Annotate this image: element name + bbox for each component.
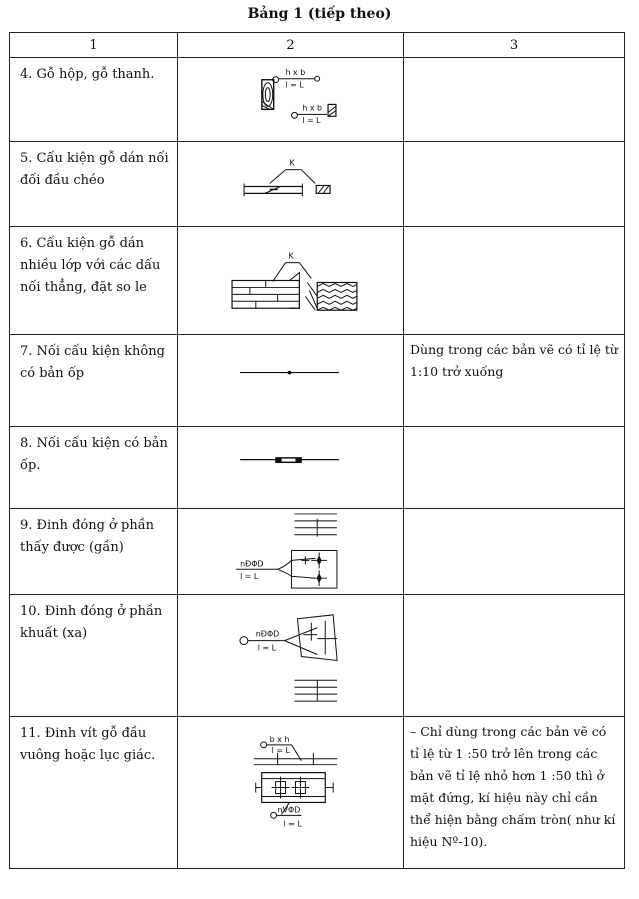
row-symbol-laminated-joint [178, 227, 404, 335]
splice-joint-symbol [178, 427, 403, 508]
label-length-1: l = L [285, 80, 304, 90]
row-note [404, 595, 625, 717]
label-length-top: l = L [271, 745, 290, 755]
label-bxh: b x h [269, 734, 290, 744]
hidden-nail-symbol [178, 595, 403, 716]
plain-joint-symbol [178, 335, 403, 426]
table-row [10, 58, 625, 142]
row-description: 11. Đinh vít gỗ đầu vuông hoặc lục giác. [10, 717, 178, 869]
label-nail-count: nĐΦD [255, 629, 280, 639]
label-hxb-2: h x b [302, 103, 323, 113]
row-symbol-wood-screw [178, 717, 404, 869]
label-length-2: l = L [302, 116, 321, 126]
label-length: l = L [257, 643, 277, 653]
diagonal-joint-symbol [178, 142, 403, 226]
row-symbol-splice-joint [178, 427, 404, 509]
row-note: – Chỉ dùng trong các bản vẽ có tỉ lệ từ 1 :50 trở lên trong các bản vẽ tỉ lệ nhỏ hơn 1 :50 thì ở mặt đứng, kí hiệu này chỉ cần thể hiện bằng chấm tròn( như kí hiệu Nº-10). [404, 717, 625, 869]
row-note [404, 58, 625, 142]
header-row [10, 33, 625, 58]
symbol-table [9, 32, 625, 869]
label-hxb-1: h x b [285, 67, 306, 77]
row-symbol-hidden-nail [178, 595, 404, 717]
table-row [10, 335, 625, 427]
row-symbol-plain-joint [178, 335, 404, 427]
timber-symbol [178, 58, 403, 141]
header-col-3: 3 [404, 33, 625, 58]
row-note [404, 227, 625, 335]
row-note [404, 142, 625, 227]
label-k: K [288, 251, 294, 261]
label-length: l = L [240, 572, 259, 582]
row-description: 7. Nối cấu kiện không có bản ốp [10, 335, 178, 427]
table-row [10, 427, 625, 509]
row-symbol-timber [178, 58, 404, 142]
row-symbol-diagonal-joint [178, 142, 404, 227]
row-note: Dùng trong các bản vẽ có tỉ lệ từ 1:10 trở xuống [404, 335, 625, 427]
row-description: 8. Nối cấu kiện có bản ốp. [10, 427, 178, 509]
label-screw-count: nVΦD [277, 805, 301, 815]
row-symbol-visible-nail [178, 509, 404, 595]
row-description: 4. Gỗ hộp, gỗ thanh. [10, 58, 178, 142]
visible-nail-symbol [178, 509, 403, 594]
table-row [10, 717, 625, 869]
row-description: 9. Đinh đóng ở phần thấy được (gần) [10, 509, 178, 595]
label-k: K [289, 158, 295, 168]
table-title: Bảng 1 (tiếp theo) [247, 6, 392, 22]
header-col-2: 2 [178, 33, 404, 58]
table-row [10, 142, 625, 227]
row-note [404, 427, 625, 509]
wood-screw-symbol [178, 717, 403, 868]
table-row [10, 509, 625, 595]
row-description: 10. Đinh đóng ở phần khuất (xa) [10, 595, 178, 717]
row-description: 5. Cấu kiện gỗ dán nối đối đầu chéo [10, 142, 178, 227]
table-row [10, 595, 625, 717]
table-row [10, 227, 625, 335]
laminated-joint-symbol [178, 227, 403, 334]
row-description: 6. Cấu kiện gỗ dán nhiều lớp với các dấu nối thẳng, đặt so le [10, 227, 178, 335]
label-length-bottom: l = L [283, 819, 302, 829]
row-note [404, 509, 625, 595]
label-nail-count: nĐΦD [240, 559, 264, 569]
header-col-1: 1 [10, 33, 178, 58]
